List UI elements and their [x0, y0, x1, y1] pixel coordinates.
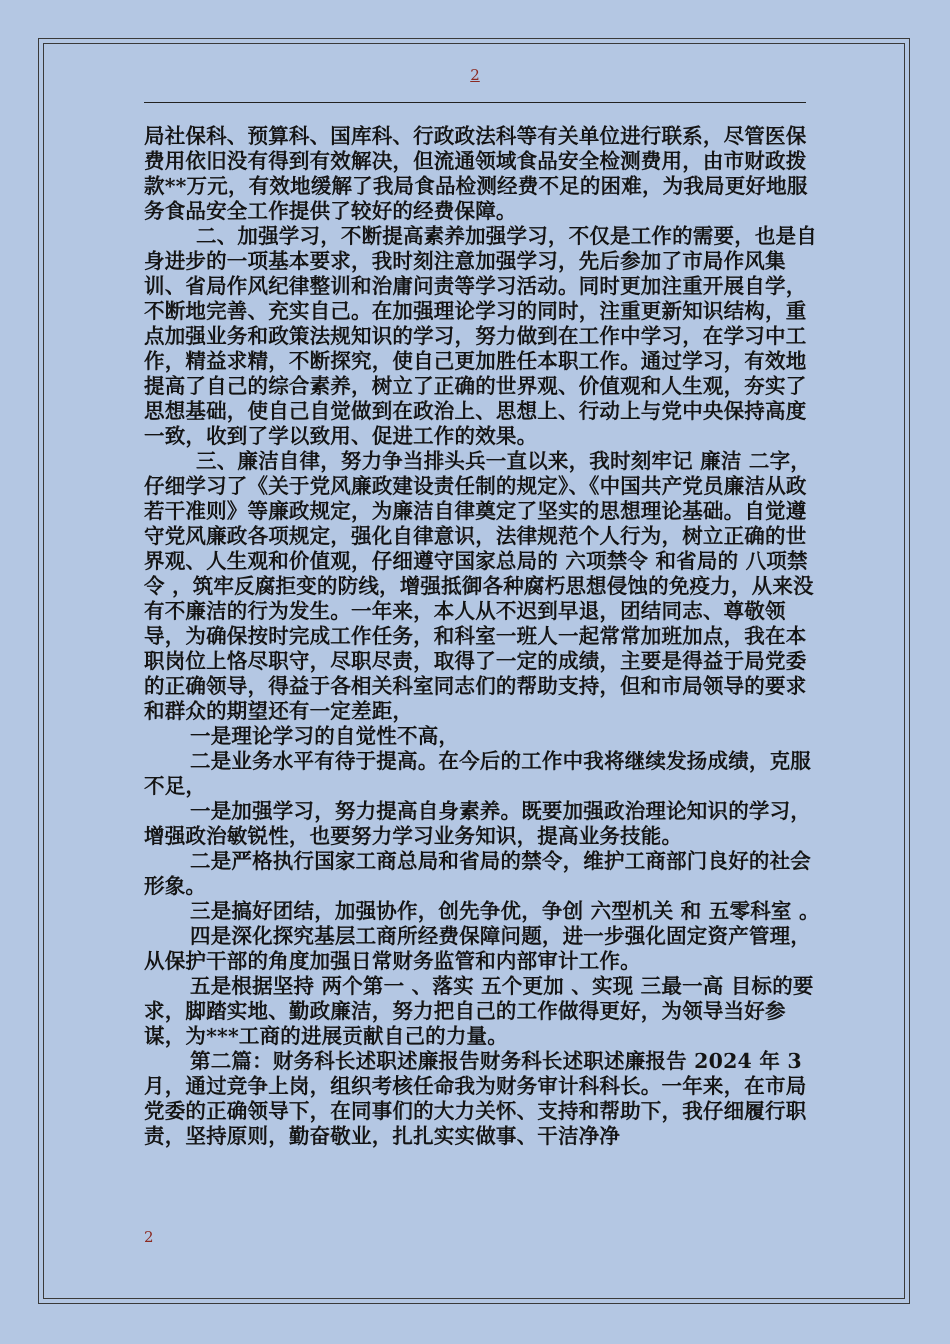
paragraph-shortcoming-1: 一是理论学习的自觉性不高， [190, 724, 460, 748]
paragraph-plan-5: 五是根据坚持 两个第一 、落实 五个更加 、实现 三最一高 目标的要求，脚踏实地、勤政廉洁，努力把自己的工作做得更好，为领导当好参谋，为***工商的进展贡献自己的力量。 [144, 974, 814, 1048]
footer-page-number: 2 [144, 1228, 154, 1246]
header-rule [144, 102, 806, 103]
paragraph-funding: 局社保科、预算科、国库科、行政政法科等有关单位进行联系，尽管医保费用依旧没有得到有效解决，但流通领域食品安全检测费用，由市财政拨款**万元，有效地缓解了我局食品检测经费不足的困难，为我局更好地服务食品安全工作提供了较好的经费保障。 [144, 124, 808, 223]
paragraph-plan-1: 一是加强学习，努力提高自身素养。既要加强政治理论知识的学习，增强政治敏锐性，也要努力学习业务知识，提高业务技能。 [144, 799, 811, 848]
paragraph-plan-4: 四是深化探究基层工商所经费保障问题，进一步强化固定资产管理，从保护干部的角度加强日常财务监管和内部审计工作。 [144, 924, 811, 973]
paragraph-study: 二、加强学习，不断提高素养加强学习，不仅是工作的需要，也是自身进步的一项基本要求，我时刻注意加强学习，先后参加了市局作风集训、省局作风纪律整训和治庸问责等学习活动。同时更加注重开展自学，不断地完善、充实自己。在加强理论学习的同时，注重更新知识结构，重点加强业务和政策法规知识的学习，努力做到在工作中学习，在学习中工作，精益求精，不断探究，使自己更加胜任本职工作。通过学习，有效地提高了自己的综合素养，树立了正确的世界观、价值观和人生观，夯实了思想基础，使自己自觉做到在政治上、思想上、行动上与党中央保持高度一致，收到了学以致用、促进工作的效果。 [144, 224, 817, 448]
paragraph-plan-2: 二是严格执行国家工商总局和省局的禁令，维护工商部门良好的社会形象。 [144, 849, 811, 898]
paragraph-second-article: 第二篇：财务科长述职述廉报告财务科长述职述廉报告 2024 年 3 月，通过竞争上岗，组织考核任命我为财务审计科科长。一年来，在市局党委的正确领导下，在同事们的大力关怀、支持和帮助下，我仔细履行职责，坚持原则，勤奋敬业，扎扎实实做事、干洁净净 [144, 1049, 807, 1148]
paragraph-plan-3: 三是搞好团结，加强协作，创先争优，争创 六型机关 和 五零科室 。 [190, 899, 820, 923]
paragraph-integrity: 三、廉洁自律，努力争当排头兵一直以来，我时刻牢记 廉洁 二字，仔细学习了《关于党风廉政建设责任制的规定》、《中国共产党员廉洁从政若干准则》等廉政规定，为廉洁自律奠定了坚实的思想理论基础。自觉遵守党风廉政各项规定，强化自律意识，法律规范个人行为，树立正确的世界观、人生观和价值观，仔细遵守国家总局的 六项禁令 和省局的 八项禁令 ，筑牢反腐拒变的防线，增强抵御各种腐朽思想侵蚀的免疫力，从来没有不廉洁的行为发生。一年来，本人从不迟到早退，团结同志、尊敬领导，为确保按时完成工作任务，和科室一班人一起常常加班加点，我在本职岗位上恪尽职守，尽职尽责，取得了一定的成绩，主要是得益于局党委的正确领导，得益于各相关科室同志们的帮助支持，但和市局领导的要求和群众的期望还有一定差距， [144, 449, 814, 723]
document-body [144, 124, 824, 1149]
paragraph-shortcoming-2: 二是业务水平有待于提高。在今后的工作中我将继续发扬成绩，克服不足， [144, 749, 811, 798]
header-page-number: 2 [470, 66, 480, 84]
